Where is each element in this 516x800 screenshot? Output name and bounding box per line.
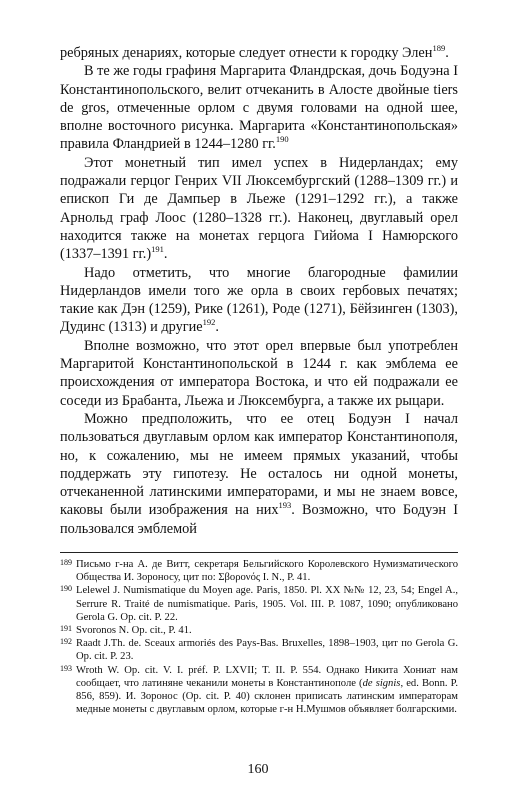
text-run: Wroth W. Op. cit. V. I. préf. P. LXVII; T. II. P. 554. Однако Никита Хониат нам сообщает, что латиняне чеканили монеты в Константинополе (: [76, 664, 458, 689]
footnote-number: 189: [60, 558, 72, 568]
footnote: [60, 624, 458, 637]
footnote-ref: 191: [151, 244, 164, 255]
footnote-text: [76, 637, 458, 663]
text-run: Вполне возможно, что этот орел впервые был употреблен Маргаритой Константинопольской в 1244 г. как эмблема ее происхождения от императора Востока, и что ей подражали ее соседи из Брабанта, Льежа и Люксембурга, а также их рыцари.: [60, 337, 458, 409]
footnote: [60, 637, 458, 663]
page-number: 160: [247, 762, 269, 777]
footnote-number: 191: [60, 624, 72, 634]
text-run: Svoronos N. Op. cit., P. 41.: [76, 625, 192, 637]
footnote-text: [76, 584, 458, 624]
text-run: Этот монетный тип имел успех в Нидерландах; ему подражали герцог Генрих VII Люксембургский (1288–1309 гг.) и епископ Ги де Дампьер в Льеже (1291–1292 гг.), а также Арнольд граф Лоос (1280–1328 гг.). Наконец, двуглавый орел находится также на монетах герцога Гийома I Намюрского (1337–1391 гг.): [60, 154, 458, 263]
footnote-separator: [60, 552, 458, 553]
footnote-text: [76, 624, 458, 637]
footnote-ref: 189: [432, 43, 446, 54]
text-run: .: [445, 45, 449, 61]
main-text: [60, 44, 458, 538]
footnote-ref: 193: [278, 500, 292, 511]
footnote-ref: 192: [202, 317, 216, 328]
text-run: Надо отметить, что многие благородные фамилии Нидерландов имели того же орла в своих гербовых печатях; такие как Дэн (1259), Рике (1261), Роде (1271), Бёйзинген (1303), Дудинс (1313) и другие: [60, 264, 458, 336]
paragraph-1: [60, 62, 458, 153]
footnote-number: 190: [60, 584, 72, 594]
text-run: Письмо г-на А. де Витт, секретаря Бельгийского Королевского Нумизматического Общества И. Зороносу, цит по: Σβορονός I. Ν., Р. 41.: [76, 559, 458, 584]
text-run: , ed. Bonn. P. 856, 859). И. Зоронос (Op. cit. P. 40) склонен приписать латинским императорам медные монеты с двуглавым орлом, которые г-н Н.Мушмов объявляет болгарскими.: [76, 677, 459, 716]
text-run: .: [215, 319, 219, 336]
text-run: Lelewel J. Numismatique du Moyen age. Paris, 1850. Pl. XX №№ 12, 23, 54; Engel A., Serrure R. Traité de numismatique. Paris, 1905. Vol. III. P. 1087, 1090; опубликовано Gerola G. Op. cit. P. 22.: [76, 585, 458, 623]
text-run: Raadt J.Th. de. Sceaux armoriés des Pays-Bas. Bruxelles, 1898–1903, цит по Gerola G. Op. cit. P. 23.: [76, 638, 458, 663]
footnote-text: [76, 664, 458, 717]
text-run: ребряных денариях, которые следует отнести к городку Элен: [60, 45, 433, 61]
text-run: В те же годы графиня Маргарита Фландрская, дочь Бодуэна I Константинопольского, велит отчеканить в Алосте двойные tiers de gros, отмеченные орлом с двумя головами на одной шее, вполне восточного рисунка. Маргарита «Константинопольская» правила Фландрией в 1244–1280 гг.: [60, 63, 458, 153]
text-run: de signis: [362, 677, 401, 689]
footnote: [60, 664, 458, 717]
footnotes: [60, 558, 458, 716]
paragraph-0: [60, 44, 458, 62]
paragraph-4: [60, 337, 458, 410]
paragraph-3: [60, 264, 458, 337]
text-run: .: [163, 246, 168, 263]
book-page: [60, 44, 458, 784]
footnote-number: 192: [60, 637, 72, 647]
footnote-ref: 190: [275, 134, 289, 145]
paragraph-2: [60, 154, 458, 264]
footnote: [60, 558, 458, 584]
text-run: Можно предположить, что ее отец Бодуэн I начал пользоваться двуглавым орлом как император Константинополя, но, к сожалению, мы не имеем прямых указаний, чтобы поддержать эту гипотезу. Не осталось ни одной монеты, отчеканенной латинскими императорами, и мы не знаем вовсе, каковы были изображения на них: [60, 410, 458, 519]
paragraph-5: [60, 410, 458, 538]
footnote: [60, 584, 458, 624]
footnote-text: [76, 558, 458, 584]
text-run: . Возможно, что Бодуэн I пользовался эмблемой: [60, 502, 458, 537]
footnote-number: 193: [60, 663, 72, 673]
